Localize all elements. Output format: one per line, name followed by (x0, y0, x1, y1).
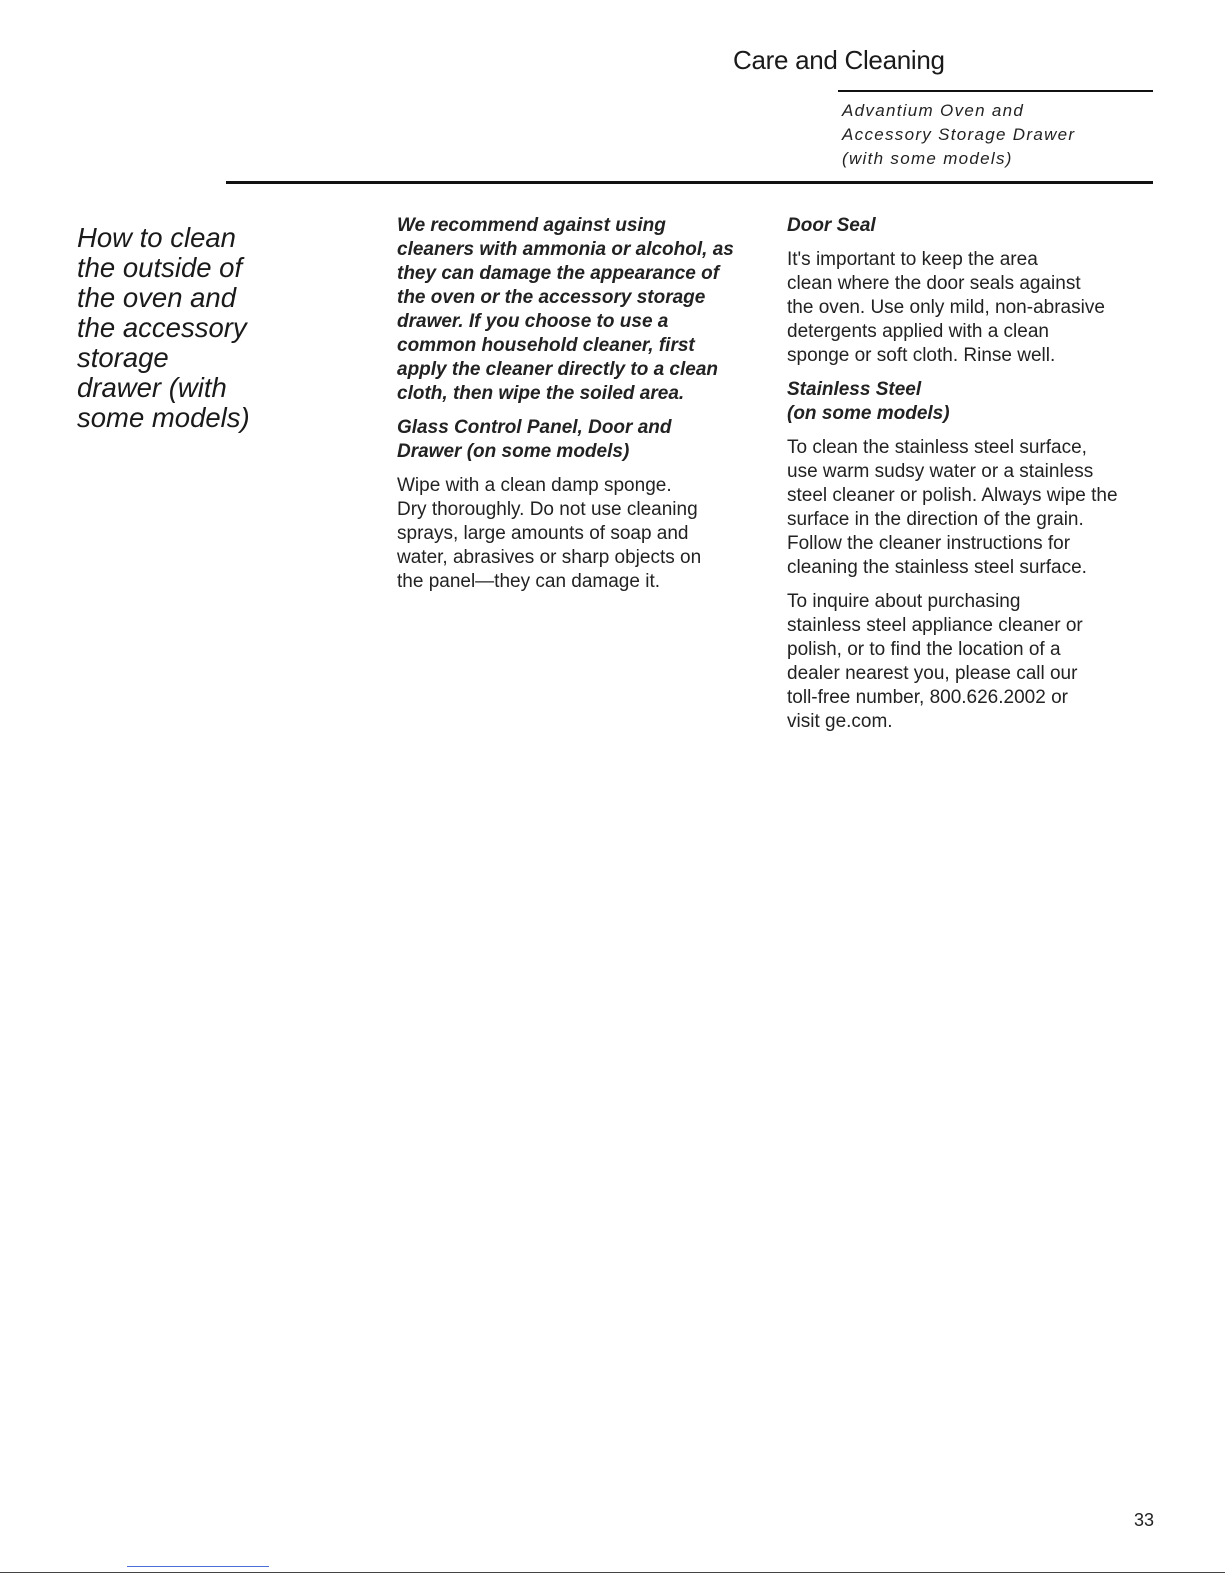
stainless-steel-heading: Stainless Steel (on some models) (787, 379, 950, 424)
footer-rule (0, 1572, 1225, 1573)
right-column (787, 214, 1155, 744)
middle-column (397, 214, 769, 604)
subtitle-line-1: Advantium Oven and (842, 101, 1025, 120)
ammonia-warning: We recommend against using cleaners with ammonia or alcohol, as they can damage the appearance of the oven or the accessory storage drawer. If you choose to use a common household cleaner, first apply the cleaner directly to a clean cloth, then wipe the soiled area. (397, 215, 734, 404)
door-seal-heading: Door Seal (787, 215, 876, 236)
subtitle-line-2: Accessory Storage Drawer (842, 125, 1076, 144)
subtitle-line-3: (with some models) (842, 149, 1013, 168)
header-rule-main (226, 181, 1153, 184)
door-seal-text: It's important to keep the area clean where the door seals against the oven. Use only mild, non-abrasive detergents applied with a clean sponge or soft cloth. Rinse well. (787, 249, 1105, 366)
glass-panel-heading: Glass Control Panel, Door and Drawer (on some models) (397, 417, 672, 462)
stainless-steel-text: To clean the stainless steel surface, use warm sudsy water or a stainless steel cleaner or polish. Always wipe the surface in the direction of the grain. Follow the cleaner instructions for cleaning the stainless steel surface. (787, 437, 1118, 578)
purchase-info-text: To inquire about purchasing stainless steel appliance cleaner or polish, or to find the location of a dealer nearest you, please call our toll-free number, 800.626.2002 or visit ge.com. (787, 591, 1083, 732)
section-subtitle (842, 99, 1152, 171)
glass-panel-text: Wipe with a clean damp sponge. Dry thoroughly. Do not use cleaning sprays, large amounts of soap and water, abrasives or sharp objects on the panel—they can damage it. (397, 475, 702, 592)
sidebar-heading: How to clean the outside of the oven and the accessory storage drawer (with some models) (77, 222, 250, 433)
section-title: Care and Cleaning (733, 45, 945, 75)
header-rule-short (838, 90, 1153, 92)
page-number: 33 (1134, 1510, 1155, 1530)
footer-accent-line (127, 1566, 269, 1567)
